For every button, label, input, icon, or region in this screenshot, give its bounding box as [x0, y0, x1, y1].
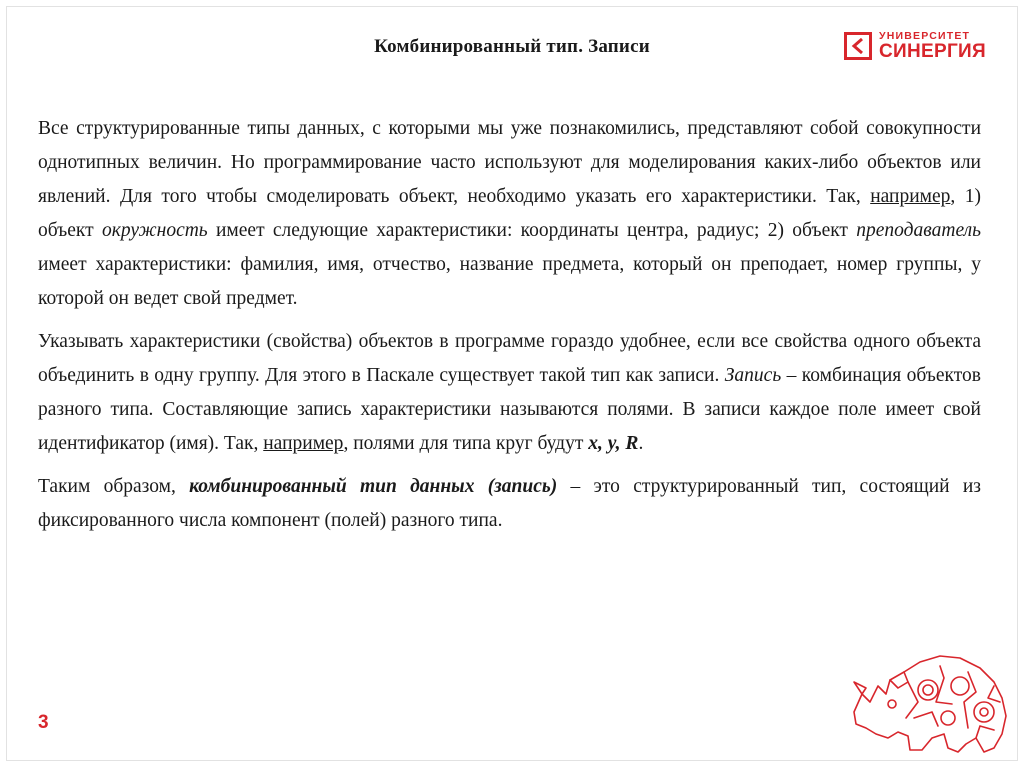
- paragraph-1: [38, 112, 981, 316]
- text-run: , 1) объект: [38, 186, 981, 241]
- slide-title: Комбинированный тип. Записи: [374, 36, 650, 57]
- italic-term: окружность: [101, 220, 208, 241]
- rhino-icon: [848, 642, 1014, 757]
- text-run: Указывать характеристики (свойства) объектов в программе гораздо удобнее, если все свойства одного объекта объединить в одну группу. Для этого в Паскале существует такой тип как записи.: [38, 331, 981, 386]
- logo-bottom-text: СИНЕРГИЯ: [879, 41, 986, 63]
- underlined-text: например: [870, 186, 951, 207]
- text-run: Таким образом,: [38, 476, 190, 497]
- page-number: 3: [38, 712, 49, 733]
- synergy-logo-icon: [844, 32, 872, 60]
- text-run: Все структурированные типы данных, с которыми мы уже познакомились, представляют собой совокупности однотипных величин. Но программирование часто используют для моделирования каких-либо объектов или явлений. Для того чтобы смоделировать объект, необходимо указать его характеристики. Так,: [38, 118, 981, 207]
- text-run: имеет следующие характеристики: координаты центра, радиус; 2) объект: [207, 220, 857, 241]
- paragraph-2: [38, 325, 981, 461]
- italic-term: преподаватель: [856, 220, 981, 241]
- logo-text: [879, 31, 986, 62]
- field-names: x, y, R: [588, 433, 639, 454]
- text-run: имеет характеристики: фамилия, имя, отчество, название предмета, который он преподает, номер группы, у которой он ведет свой предмет.: [38, 254, 981, 309]
- text-run: – это структурированный тип, состоящий из фиксированного числа компонент (полей) разного типа.: [38, 476, 981, 531]
- text-run: , полями для типа круг будут: [343, 433, 589, 454]
- text-run: – комбинация объектов разного типа. Составляющие запись характеристики называются полями. В записи каждое поле имеет свой идентификатор (имя). Так,: [38, 365, 981, 454]
- logo-top-text: УНИВЕРСИТЕТ: [879, 29, 971, 42]
- slide-body: [38, 112, 981, 547]
- university-logo: [844, 27, 1004, 65]
- italic-term: Запись: [724, 365, 782, 386]
- paragraph-3: [38, 470, 981, 538]
- underlined-text: например: [263, 433, 344, 454]
- text-run: .: [638, 433, 644, 454]
- definition-term: комбинированный тип данных (запись): [189, 476, 558, 497]
